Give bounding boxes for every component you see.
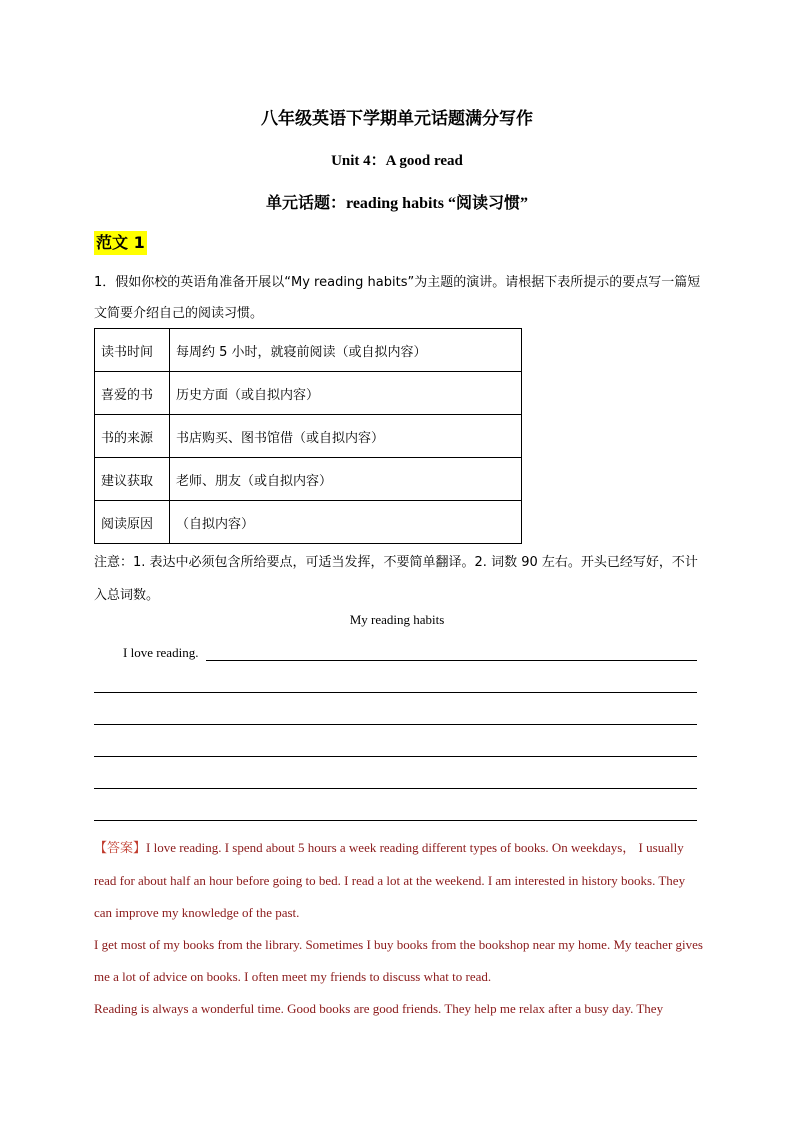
- table-cell-value: 历史方面（或自拟内容）: [170, 372, 522, 415]
- table-cell-key: 阅读原因: [95, 501, 170, 544]
- answer-tag: 【答案】: [94, 841, 147, 856]
- table-row: [95, 415, 522, 458]
- topic-label: 单元话题：: [266, 193, 347, 212]
- answer-block: [94, 832, 706, 1025]
- table-row: [95, 329, 522, 372]
- table-cell-value: 老师、朋友（或自拟内容）: [170, 458, 522, 501]
- writing-line: [94, 788, 697, 789]
- table-row: [95, 501, 522, 544]
- answer-paragraph: Reading is always a wonderful time. Good books are good friends. They help me relax after a busy day. They: [94, 1001, 664, 1016]
- table-cell-key: 喜爱的书: [95, 372, 170, 415]
- answer-paragraph: [94, 832, 706, 929]
- writing-line: [94, 692, 697, 693]
- table-cell-key: 书的来源: [95, 415, 170, 458]
- section-badge: 范文 1: [94, 231, 147, 255]
- answer-paragraph: I get most of my books from the library. Sometimes I buy books from the bookshop near my home. My teacher gives me a lot of advice on books. I often meet my friends to discuss what to read.: [94, 937, 703, 984]
- writing-line: [206, 660, 697, 661]
- table-cell-value: 每周约 5 小时，就寝前阅读（或自拟内容）: [170, 329, 522, 372]
- essay-title: My reading habits: [349, 612, 445, 627]
- writing-line: [94, 724, 697, 725]
- answer-text: I love reading. I spend about 5 hours a week reading different types of books. On weekdays， I usually read for about half an hour before going to bed. I read a lot at the weekend. I am interested in history books. They can improve my knowledge of the past.: [94, 840, 686, 920]
- table-row: [95, 458, 522, 501]
- writing-line: [94, 820, 697, 821]
- page-title: 八年级英语下学期单元话题满分写作: [261, 109, 533, 129]
- writing-line: [94, 756, 697, 757]
- table-row: [95, 372, 522, 415]
- points-table: [94, 328, 522, 544]
- table-cell-value: （自拟内容）: [170, 501, 522, 544]
- prompt-text: 1．假如你校的英语角准备开展以“My reading habits”为主题的演讲。请根据下表所提示的要点写一篇短文简要介绍自己的阅读习惯。: [94, 275, 701, 321]
- note-text: 注意：1. 表达中必须包含所给要点，可适当发挥，不要简单翻译。2. 词数 90 左右。开头已经写好，不计入总词数。: [94, 555, 698, 603]
- table-cell-key: 读书时间: [95, 329, 170, 372]
- table-cell-value: 书店购买、图书馆借（或自拟内容）: [170, 415, 522, 458]
- unit-title: Unit 4：A good read: [331, 153, 463, 169]
- table-cell-key: 建议获取: [95, 458, 170, 501]
- topic-value: reading habits “阅读习惯”: [346, 195, 528, 212]
- essay-starter: I love reading.: [123, 645, 199, 660]
- topic-title: [0, 190, 794, 213]
